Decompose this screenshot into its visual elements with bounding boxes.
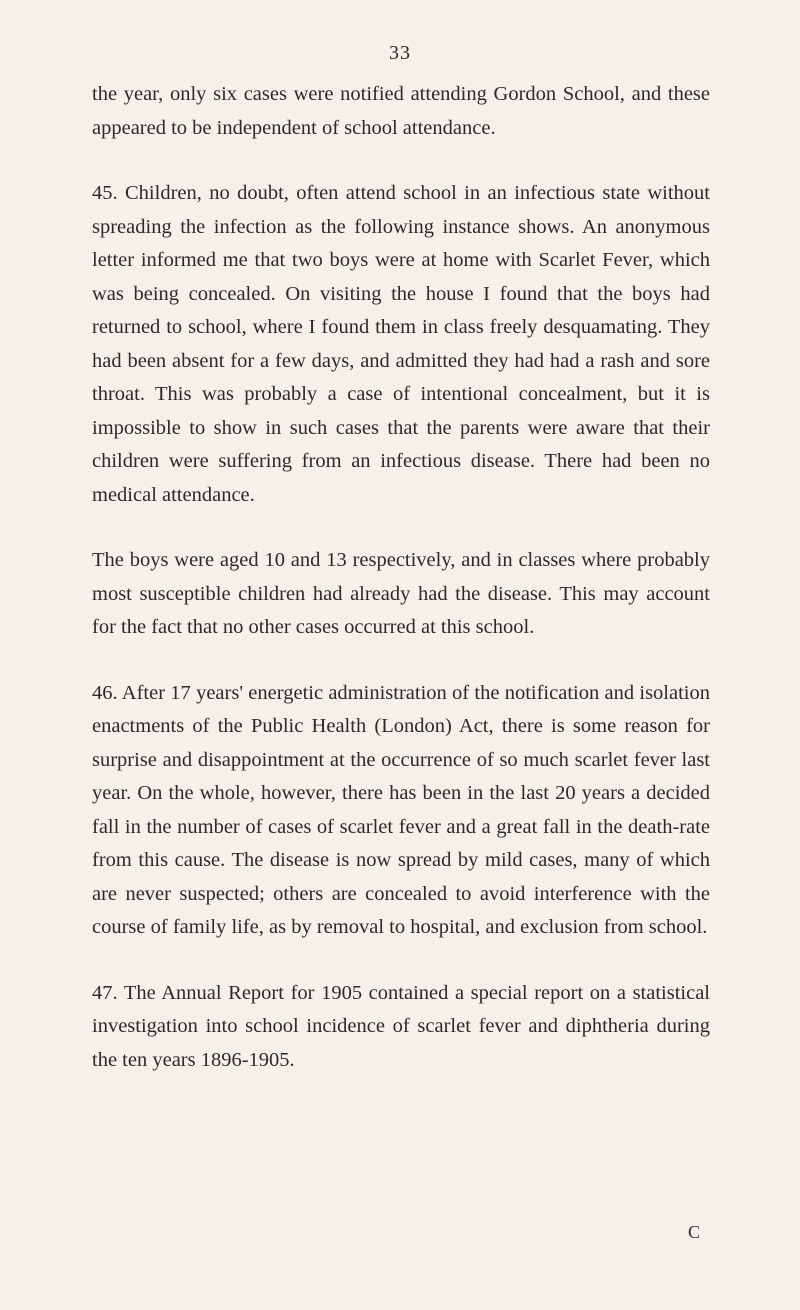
paragraph-46: 46. After 17 years' energetic administration of the notification and isolation enactments of the Public Health (London) Act, there is some reason for surprise and disappointment at the occurrence of so much scarlet fever last year. On the whole, however, there has been in the last 20 years a decided fall in the number of cases of scarlet fever and a great fall in the death-rate from this cause. The disease is now spread by mild cases, many of which are never suspected; others are concealed to avoid interference with the course of family life, as by removal to hospital, and exclusion from school.: [92, 681, 710, 938]
body-text: [92, 78, 710, 1109]
paragraph-continuation: the year, only six cases were notified attending Gordon School, and these appeared to be independent of school attendance.: [92, 83, 710, 139]
paragraph-47: 47. The Annual Report for 1905 contained a special report on a statistical investigation into school incidence of scarlet fever and diphtheria during the ten years 1896-1905.: [92, 981, 710, 1071]
paragraph-45: 45. Children, no doubt, often attend school in an infectious state without spreading the infection as the following instance shows. An anonymous letter informed me that two boys were at home with Scarlet Fever, which was being concealed. On visiting the house I found that the boys had returned to school, where I found them in class freely desquamating. They had been absent for a few days, and admitted they had had a rash and sore throat. This was probably a case of intentional concealment, but it is impossible to show in such cases that the parents were aware that their children were suffering from an infectious disease. There had been no medical attendance.: [92, 182, 710, 506]
page-number: 33: [389, 42, 411, 64]
signature-mark: C: [688, 1222, 701, 1242]
paragraph-45-continued: The boys were aged 10 and 13 respectively, and in classes where probably most susceptible children had already had the disease. This may account for the fact that no other cases occurred at this school.: [92, 549, 710, 638]
